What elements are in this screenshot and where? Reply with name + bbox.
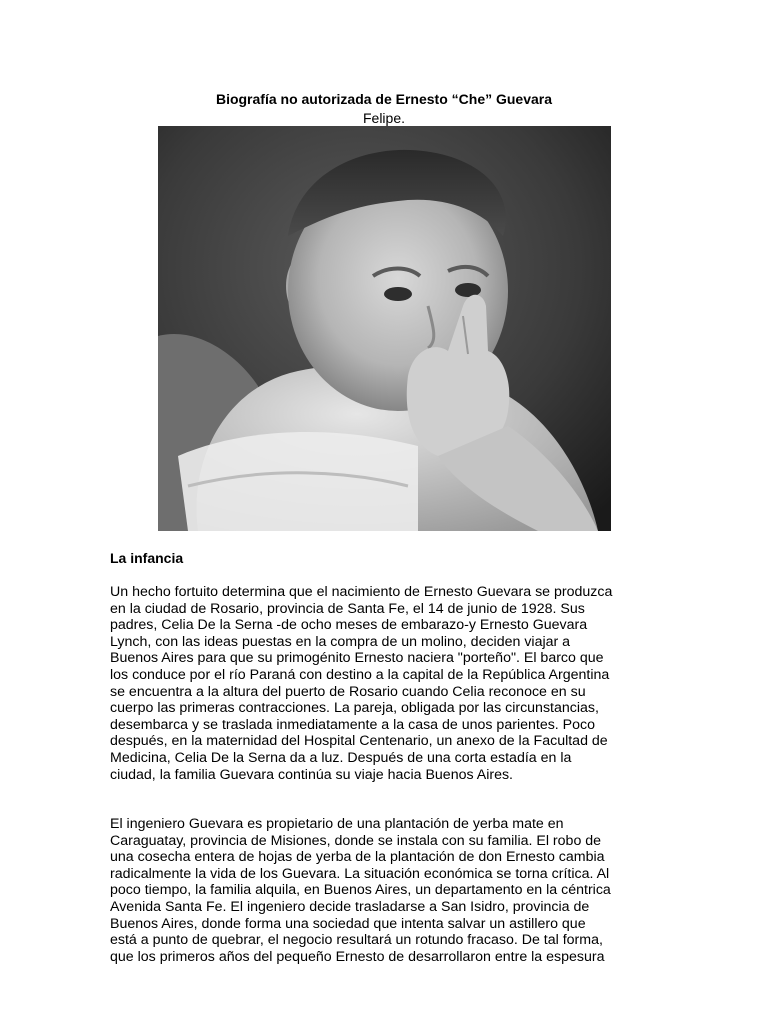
text-line: Caraguatay, provincia de Misiones, donde se instala con su familia. El robo de [110, 832, 602, 849]
text-line: está a punto de quebrar, el negocio resultará un rotundo fracaso. De tal forma, [110, 932, 603, 949]
paragraph-2 [110, 816, 670, 965]
text-line: Buenos Aires, donde forma una sociedad que intenta salvar un astillero que [110, 915, 586, 932]
text-line: ciudad, la familia Guevara continúa su viaje hacia Buenos Aires. [110, 766, 513, 783]
text-line: en la ciudad de Rosario, provincia de Santa Fe, el 14 de junio de 1928. Sus [110, 600, 585, 617]
document-author: Felipe. [362, 110, 406, 126]
baby-photo [158, 126, 611, 531]
text-line: desembarca y se traslada inmediatamente a la casa de unos parientes. Poco [110, 716, 596, 733]
section-heading: La infancia [110, 550, 184, 566]
text-line: poco tiempo, la familia alquila, en Buenos Aires, un departamento en la céntrica [110, 882, 611, 899]
document-title: Biografía no autorizada de Ernesto “Che” Guevara [215, 91, 553, 107]
text-line: una cosecha entera de hojas de yerba de la plantación de don Ernesto cambia [110, 849, 605, 866]
text-line: cuerpo las primeras contracciones. La pareja, obligada por las circunstancias, [110, 700, 599, 717]
text-line: se encuentra a la altura del puerto de Rosario cuando Celia reconoce en su [110, 683, 586, 700]
text-line: Lynch, con las ideas puestas en la compra de un molino, deciden viajar a [110, 633, 571, 650]
text-line: Un hecho fortuito determina que el nacimiento de Ernesto Guevara se produzca [110, 584, 613, 600]
text-line: radicalmente la vida de los Guevara. La situación económica se torna crítica. Al [110, 865, 610, 882]
paragraph-1 [110, 584, 670, 783]
text-line: después, en la maternidad del Hospital Centenario, un anexo de la Facultad de [110, 733, 608, 750]
text-line: Avenida Santa Fe. El ingeniero decide trasladarse a San Isidro, provincia de [110, 898, 590, 915]
text-line: los conduce por el río Paraná con destino a la capital de la República Argentina [110, 666, 610, 683]
text-line: Medicina, Celia De la Serna da a luz. Después de una corta estadía en la [110, 749, 572, 766]
text-line: Buenos Aires para que su primogénito Ernesto naciera "porteño". El barco que [110, 650, 604, 667]
text-line: El ingeniero Guevara es propietario de una plantación de yerba mate en [110, 816, 564, 832]
text-line: que los primeros años del pequeño Ernesto de desarrollaron entre la espesura [110, 948, 605, 965]
text-line: padres, Celia De la Serna -de ocho meses de embarazo-y Ernesto Guevara [110, 617, 588, 634]
